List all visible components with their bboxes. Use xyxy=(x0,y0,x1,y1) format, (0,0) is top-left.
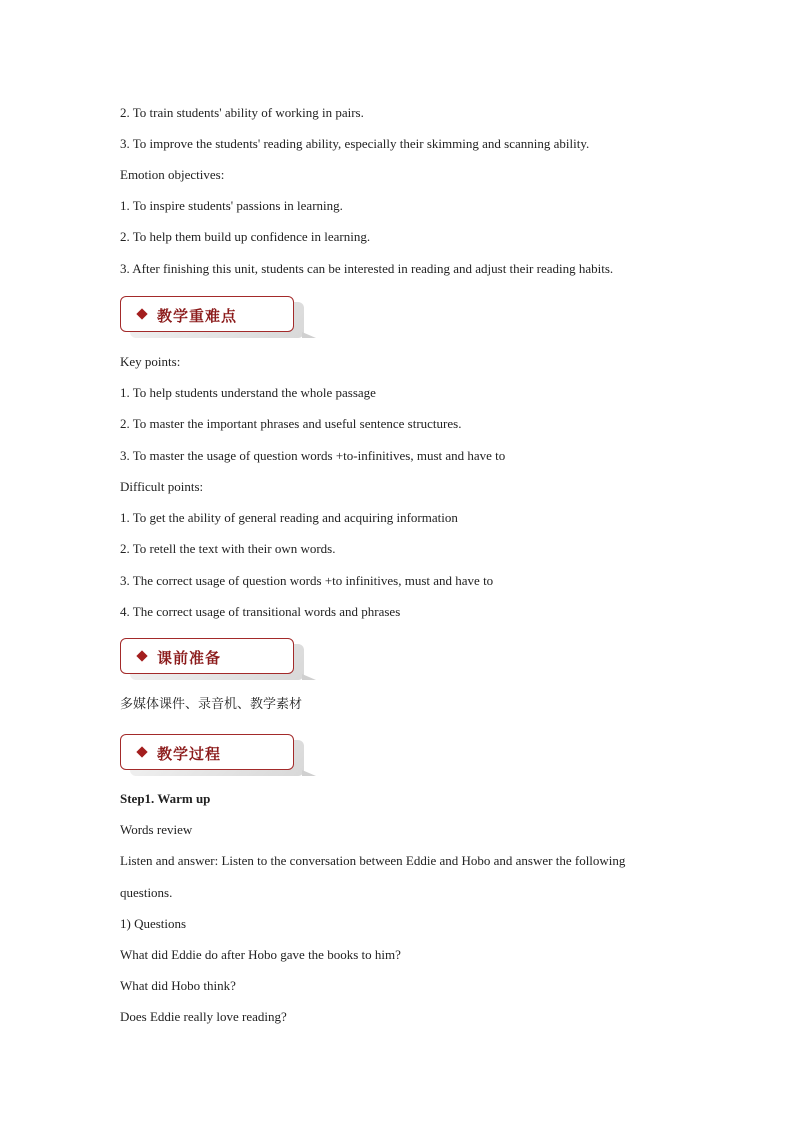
key-point-item: 2. To master the important phrases and useful sentence structures. xyxy=(120,416,462,431)
key-points-label: Key points: xyxy=(120,354,181,369)
difficult-point-item: 4. The correct usage of transitional words and phrases xyxy=(120,604,401,619)
difficult-point-item: 1. To get the ability of general reading and acquiring information xyxy=(120,510,458,525)
question-item: What did Hobo think? xyxy=(120,978,236,993)
objective-item: 2. To train students' ability of working in pairs. xyxy=(120,105,364,120)
diamond-icon xyxy=(136,746,147,757)
emotion-item: 3. After finishing this unit, students can be interested in reading and adjust their reading habits. xyxy=(120,261,614,276)
words-review: Words review xyxy=(120,822,193,837)
emotion-item: 1. To inspire students' passions in learning. xyxy=(120,198,343,213)
questions-label: 1) Questions xyxy=(120,916,187,931)
section-heading-text: 教学重难点 xyxy=(157,307,238,325)
diamond-icon xyxy=(136,308,147,319)
emotion-objectives-label: Emotion objectives: xyxy=(120,167,225,182)
objective-item: 3. To improve the students' reading ability, especially their skimming and scanning ability. xyxy=(120,136,590,151)
key-point-item: 3. To master the usage of question words +to-infinitives, must and have to xyxy=(120,448,506,463)
question-item: Does Eddie really love reading? xyxy=(120,1009,287,1024)
section-heading-text: 教学过程 xyxy=(157,745,222,763)
key-point-item: 1. To help students understand the whole passage xyxy=(120,385,376,400)
section-heading-text: 课前准备 xyxy=(157,649,222,667)
section-heading-key-points xyxy=(120,296,294,332)
difficult-points-label: Difficult points: xyxy=(120,479,204,494)
difficult-point-item: 2. To retell the text with their own words. xyxy=(120,541,336,556)
listen-instruction: Listen and answer: Listen to the conversation between Eddie and Hobo and answer the following xyxy=(120,853,626,868)
section-heading-preparation xyxy=(120,638,294,674)
step1-title: Step1. Warm up xyxy=(120,791,211,806)
emotion-item: 2. To help them build up confidence in learning. xyxy=(120,229,371,244)
section-heading-process xyxy=(120,734,294,770)
difficult-point-item: 3. The correct usage of question words +to infinitives, must and have to xyxy=(120,573,494,588)
question-item: What did Eddie do after Hobo gave the books to him? xyxy=(120,947,401,962)
listen-instruction-cont: questions. xyxy=(120,885,173,900)
diamond-icon xyxy=(136,650,147,661)
preparation-text: 多媒体课件、录音机、教学素材 xyxy=(120,697,303,712)
